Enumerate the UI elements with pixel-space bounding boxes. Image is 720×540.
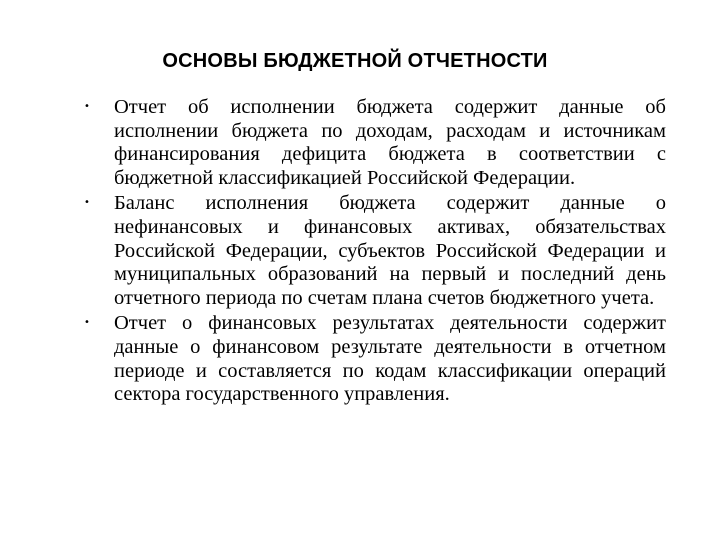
bullet-item-report	[78, 96, 666, 190]
bullet-icon: •	[84, 101, 90, 112]
bullet-icon: •	[84, 317, 90, 329]
slide-title: ОСНОВЫ БЮДЖЕТНОЙ ОТЧЕТНОСТИ	[162, 50, 548, 72]
bullet-item-financial-results	[78, 312, 666, 406]
bullet-text: Баланс исполнения бюджета содержит данные о нефинансовых и финансовых активах, обязательствах Российской Федерации, субъектов Российской Федерации и муниципальных образований на первый и последний день отчетного периода по счетам плана счетов бюджетного учета.	[114, 192, 666, 309]
bullet-text: Отчет об исполнении бюджета содержит данные об исполнении бюджета по доходам, расходам и источникам финансирования дефицита бюджета в соответствии с бюджетной классификацией Российской Федерации.	[114, 96, 666, 189]
bullet-icon: •	[84, 197, 90, 209]
bullet-list	[78, 96, 666, 409]
bullet-text: Отчет о финансовых результатах деятельности содержит данные о финансовом результате деятельности в отчетном периоде и составляется по кодам классификации операций сектора государственного управления.	[114, 312, 666, 406]
bullet-item-balance	[78, 192, 666, 310]
